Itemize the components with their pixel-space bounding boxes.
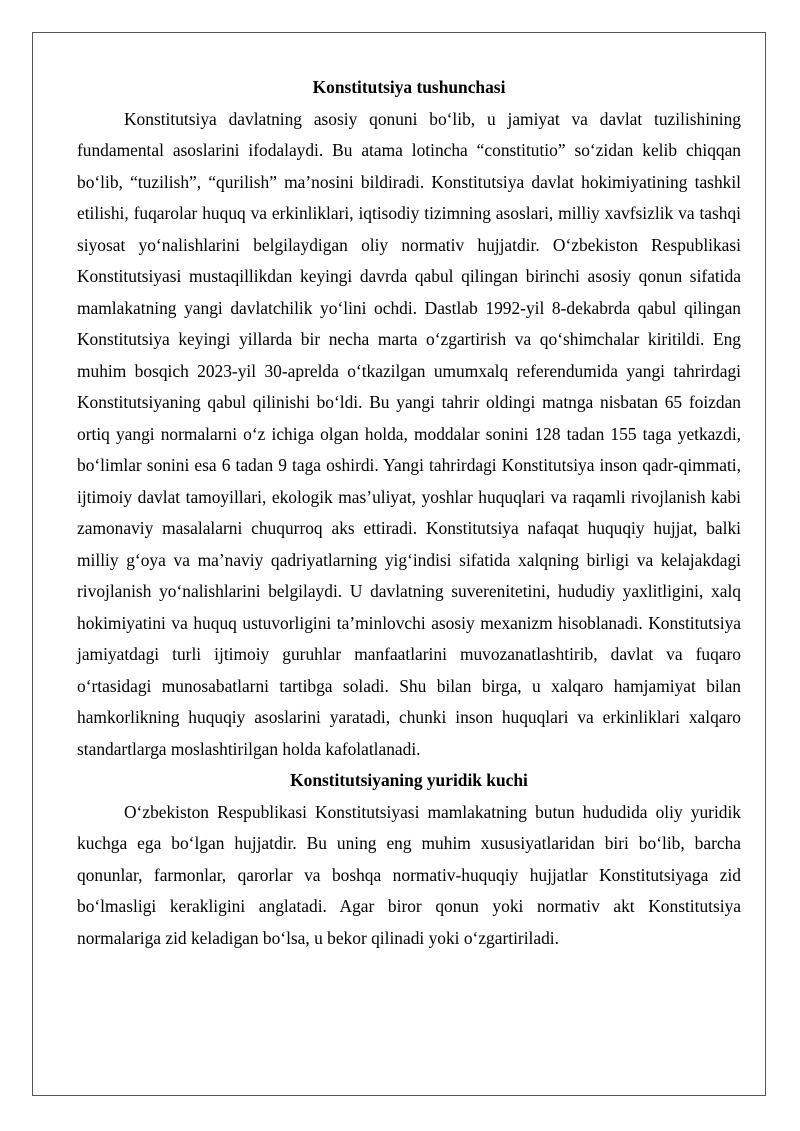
- document-body: [77, 72, 741, 954]
- section-heading-concept: Konstitutsiya tushunchasi: [312, 77, 506, 97]
- paragraph-legal-force: O‘zbekiston Respublikasi Konstitutsiyasi mamlakatning butun hududida oliy yuridik kuchga ega bo‘lgan hujjatdir. Bu uning eng muhim xususiyatlaridan biri bo‘lib, barcha qonunlar, farmonlar, qarorlar va boshqa normativ-huquqiy hujjatlar Konstitutsiyaga zid bo‘lmasligi kerakligini anglatadi. Agar biror qonun yoki normativ akt Konstitutsiya normalariga zid keladigan bo‘lsa, u bekor qilinadi yoki o‘zgartiriladi.: [77, 801, 741, 948]
- section-heading-legal-force: Konstitutsiyaning yuridik kuchi: [290, 770, 528, 790]
- paragraph-concept: Konstitutsiya davlatning asosiy qonuni bo‘lib, u jamiyat va davlat tuzilishining fundamental asoslarini ifodalaydi. Bu atama lotincha “constitutio” so‘zidan kelib chiqqan bo‘lib, “tuzilish”, “qurilish” ma’nosini bildiradi. Konstitutsiya davlat hokimiyatining tashkil etilishi, fuqarolar huquq va erkinliklari, iqtisodiy tizimning asoslari, milliy xavfsizlik va tashqi siyosat yo‘nalishlarini belgilaydigan oliy normativ hujjatdir. O‘zbekiston Respublikasi Konstitutsiyasi mustaqillikdan keyingi davrda qabul qilingan birinchi asosiy qonun sifatida mamlakatning yangi davlatchilik yo‘lini ochdi. Dastlab 1992-yil 8-dekabrda qabul qilingan Konstitutsiya keyingi yillarda bir necha marta o‘zgartirish va qo‘shimchalar kiritildi. Eng muhim bosqich 2023-yil 30-aprelda o‘tkazilgan umumxalq referendumida yangi tahrirdagi Konstitutsiyaning qabul qilinishi bo‘ldi. Bu yangi tahrir oldingi matnga nisbatan 65 foizdan ortiq yangi normalarni o‘z ichiga olgan holda, moddalar sonini 128 tadan 155 taga yetkazdi, bo‘limlar sonini esa 6 tadan 9 taga oshirdi. Yangi tahrirdagi Konstitutsiya inson qadr-qimmati, ijtimoiy davlat tamoyillari, ekologik mas’uliyat, yoshlar huquqlari va raqamli rivojlanish kabi zamonaviy masalalarni chuqurroq aks ettiradi. Konstitutsiya nafaqat huquqiy hujjat, balki milliy g‘oya va ma’naviy qadriyatlarning yig‘indisi sifatida xalqning birligi va kelajakdagi rivojlanish yo‘nalishlarini belgilaydi. U davlatning suverenitetini, hududiy yaxlitligini, xalq hokimiyatini va huquq ustuvorligini ta’minlovchi asosiy mexanizm hisoblanadi. Konstitutsiya jamiyatdagi turli ijtimoiy guruhlar manfaatlarini muvozanatlashtirib, davlat va fuqaro o‘rtasidagi munosabatlarni tartibga soladi. Shu bilan birga, u xalqaro hamjamiyat bilan hamkorlikning huquqiy asoslarini yaratadi, chunki inson huquqlari va erkinliklari xalqaro standartlarga moslashtirilgan holda kafolatlanadi.: [77, 108, 741, 759]
